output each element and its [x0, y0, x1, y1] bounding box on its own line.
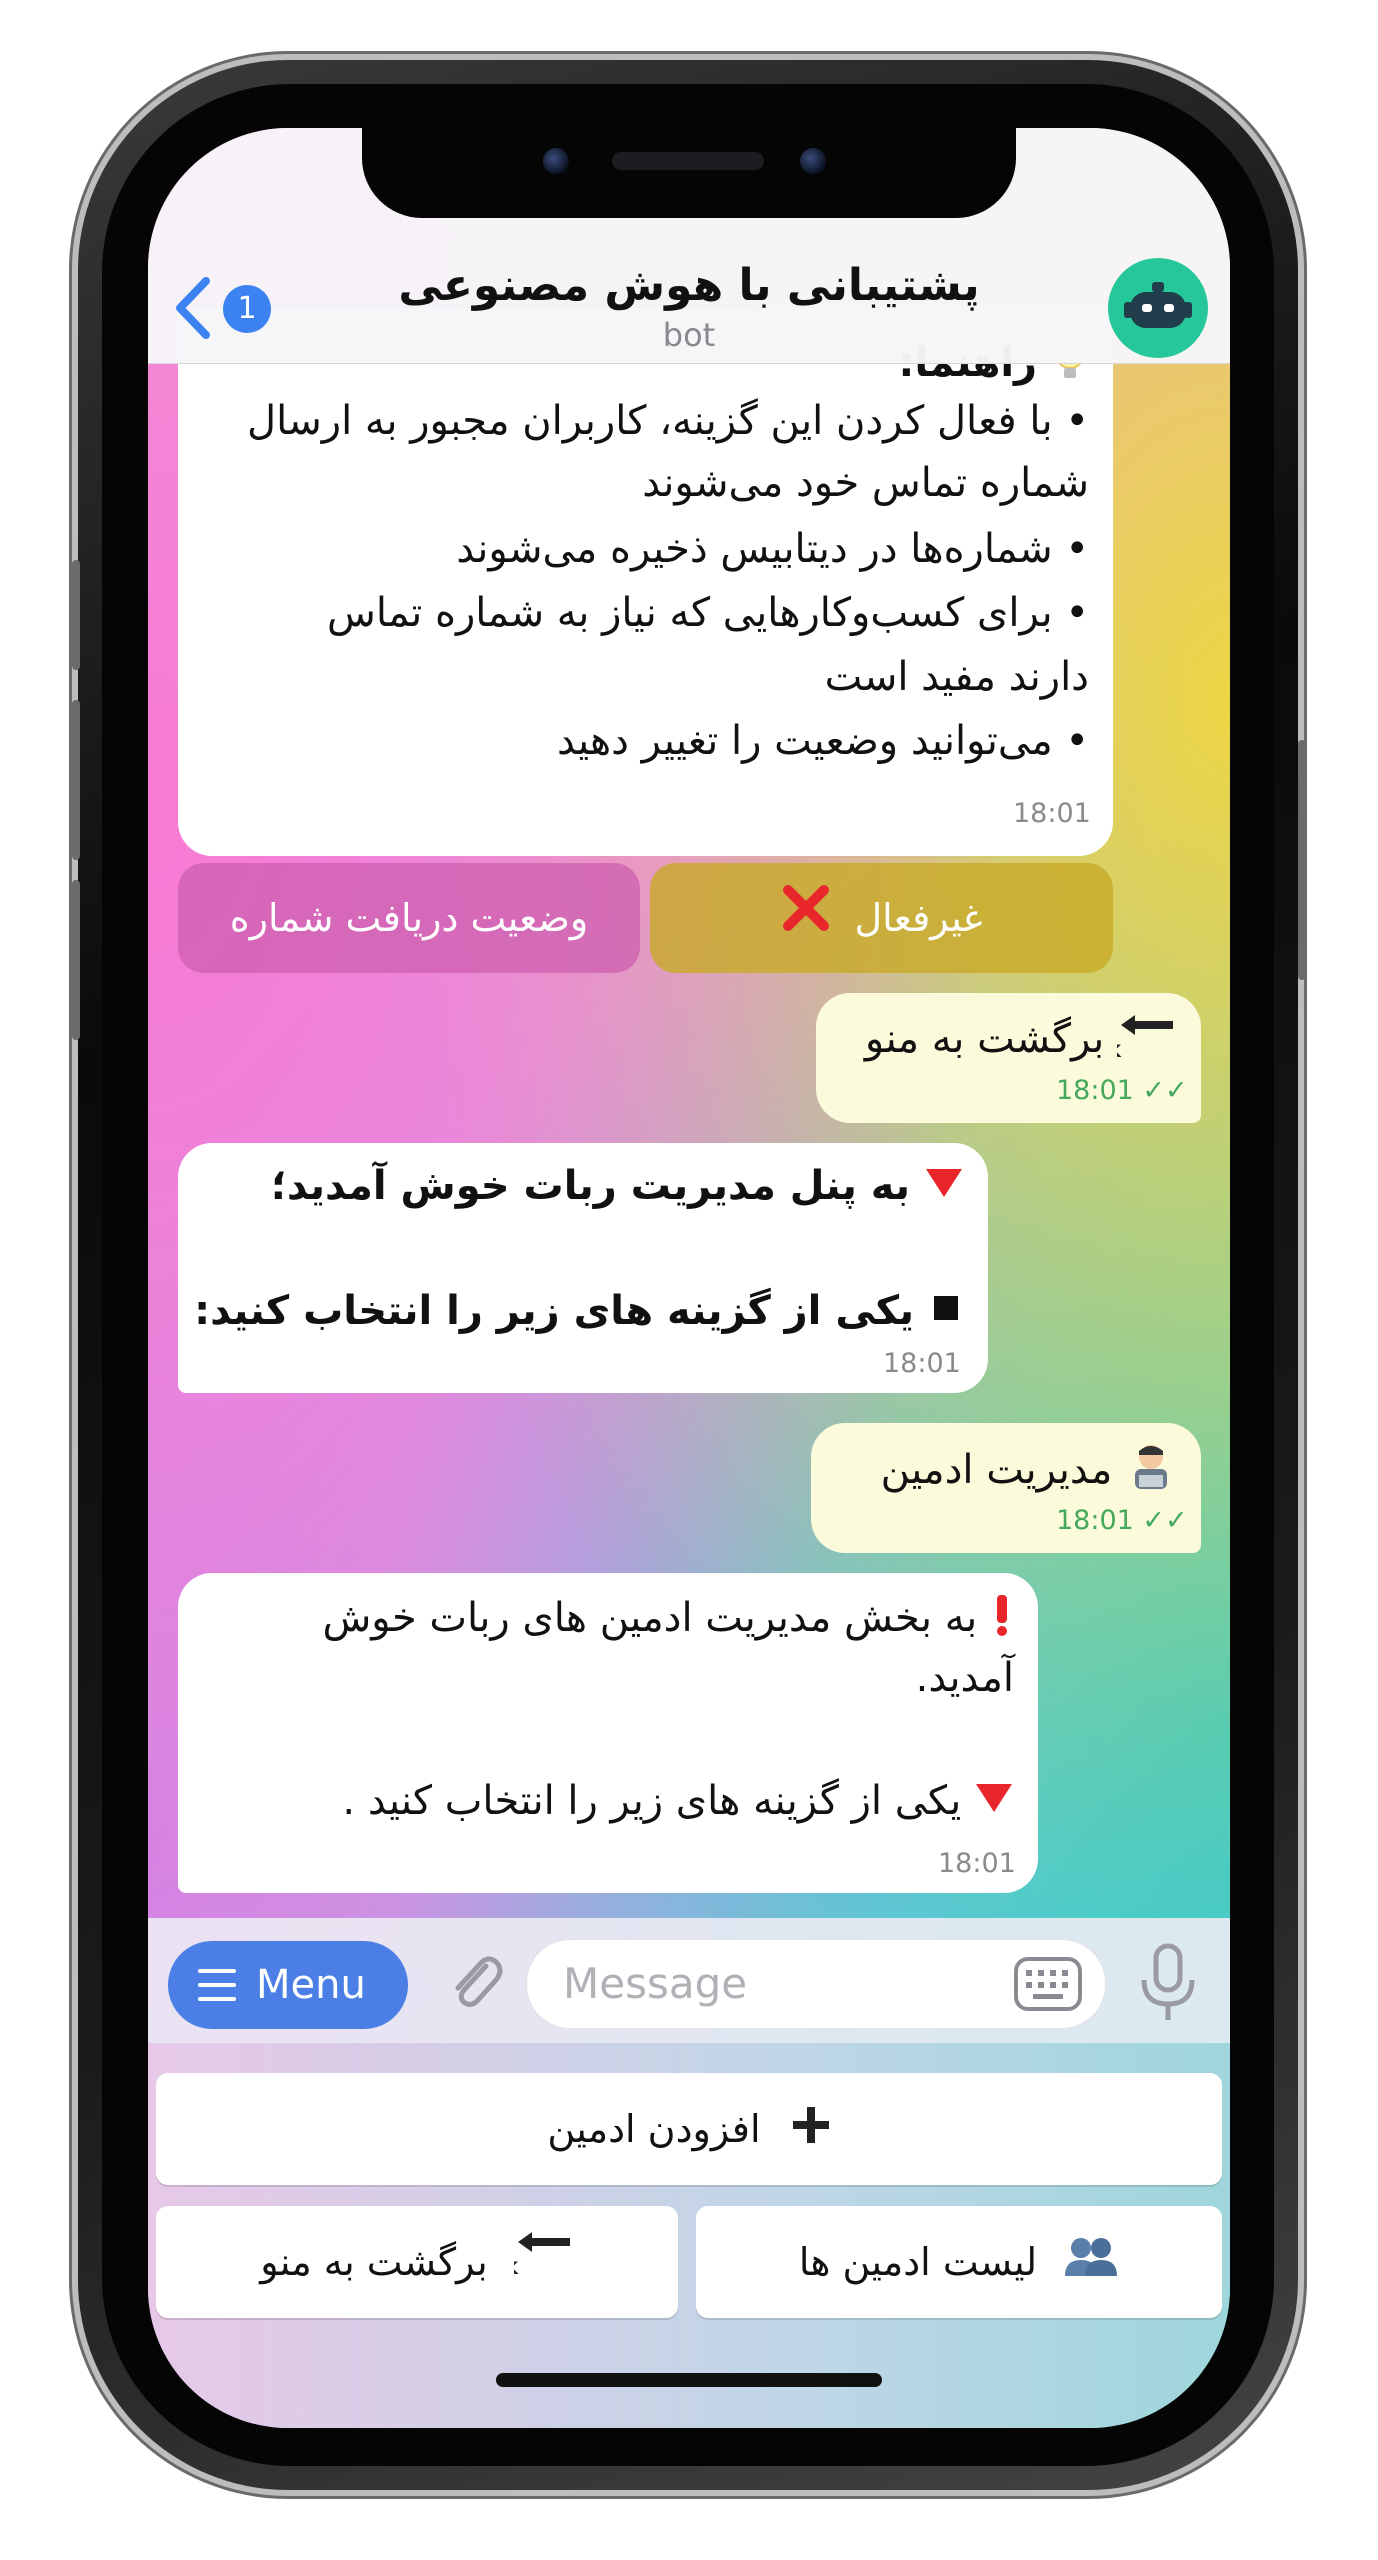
hamburger-icon [196, 1965, 240, 2005]
guide-line: شماره تماس خود می‌شوند [642, 460, 1089, 506]
guide-line: دارند مفید است [824, 654, 1089, 700]
volume-up-button [72, 700, 80, 860]
menu-label: Menu [256, 1962, 366, 2008]
message-text: برگشت به منو [864, 1016, 1105, 1062]
exclamation-icon [990, 1591, 1014, 1649]
message-input[interactable] [526, 1939, 1106, 2029]
front-sensor [543, 148, 569, 174]
svg-text:BACK [1117, 1042, 1122, 1061]
svg-text:BACK [514, 2259, 519, 2278]
admin-list-label: لیست ادمین ها [798, 2240, 1038, 2284]
notch [362, 128, 1016, 218]
composer-bar [148, 1918, 1230, 2043]
plus-icon [791, 2076, 831, 2188]
message-time: 18:01 [883, 1348, 961, 1379]
paperclip-icon [438, 1946, 508, 2016]
inline-button-toggle[interactable] [650, 863, 1113, 973]
message-time: 18:01 [1056, 1505, 1134, 1536]
message-admin-section [178, 1573, 1038, 1893]
attach-button[interactable] [438, 1946, 508, 2016]
microphone-icon [1128, 1940, 1208, 2026]
back-arrow-icon [1117, 1011, 1177, 1071]
double-check-icon: ✓✓ [1142, 1075, 1188, 1106]
users-icon [1063, 2209, 1119, 2321]
red-triangle-down-icon [974, 1780, 1014, 1826]
admin-panel-line2: یکی از گزینه های زیر را انتخاب کنید: [194, 1288, 915, 1334]
admin-panel-line1: به پنل مدیریت ربات خوش آمدید؛ [270, 1163, 911, 1209]
home-indicator[interactable] [496, 2373, 882, 2387]
bot-avatar[interactable] [1108, 258, 1208, 358]
message-admin-manage [811, 1423, 1201, 1553]
admin-section-line2: آمدید. [915, 1655, 1014, 1701]
volume-down-button [72, 880, 80, 1040]
guide-line: • شماره‌ها در دیتابیس ذخیره می‌شوند [456, 526, 1089, 572]
front-camera [800, 148, 826, 174]
chat-title[interactable]: پشتیبانی با هوش مصنوعی [398, 260, 980, 311]
back-arrow-icon [514, 2209, 574, 2321]
inline-button-status[interactable] [178, 863, 640, 973]
red-triangle-down-icon [924, 1165, 964, 1211]
black-square-icon [928, 1290, 964, 1336]
message-text: مدیریت ادمین [880, 1447, 1113, 1493]
chat-subtitle: bot [662, 316, 716, 354]
message-guide [178, 308, 1113, 856]
message-time: 18:01 [938, 1848, 1016, 1879]
add-admin-label: افزودن ادمین [547, 2107, 761, 2151]
speaker-grille [612, 152, 764, 170]
message-time: 18:01 [1013, 798, 1091, 829]
technologist-icon [1125, 1441, 1177, 1503]
guide-line: • برای کسب‌وکارهایی که نیاز به شماره تماس [327, 590, 1089, 636]
unread-badge: 1 [223, 285, 271, 333]
robot-icon [1108, 258, 1208, 358]
double-check-icon: ✓✓ [1142, 1505, 1188, 1536]
message-time: 18:01 [1056, 1075, 1134, 1106]
admin-list-button[interactable] [696, 2206, 1222, 2318]
admin-section-line3: یکی از گزینه های زیر را انتخاب کنید . [342, 1778, 962, 1824]
microphone-button[interactable] [1128, 1940, 1208, 2026]
message-placeholder: Message [563, 1959, 748, 2008]
guide-line: • می‌توانید وضعیت را تغییر دهید [556, 718, 1089, 764]
message-back-to-menu [816, 993, 1201, 1123]
red-cross-icon [780, 866, 832, 976]
keyboard-icon[interactable] [1013, 1956, 1083, 2012]
menu-button[interactable] [168, 1941, 408, 2029]
inline-button-toggle-label: غیرفعال [854, 896, 983, 940]
back-to-menu-button[interactable] [156, 2206, 678, 2318]
phone-screen [148, 128, 1230, 2428]
add-admin-button[interactable] [156, 2073, 1222, 2185]
admin-section-line1: به بخش مدیریت ادمین های ربات خوش [322, 1595, 978, 1641]
inline-button-status-label: وضعیت دریافت شماره [229, 896, 589, 940]
mute-switch [72, 560, 80, 670]
message-admin-panel [178, 1143, 988, 1393]
power-button [1298, 740, 1306, 980]
reply-keyboard [148, 2043, 1230, 2428]
back-to-menu-label: برگشت به منو [260, 2240, 488, 2284]
guide-line: • با فعال کردن این گزینه، کاربران مجبور به ارسال [247, 398, 1089, 444]
